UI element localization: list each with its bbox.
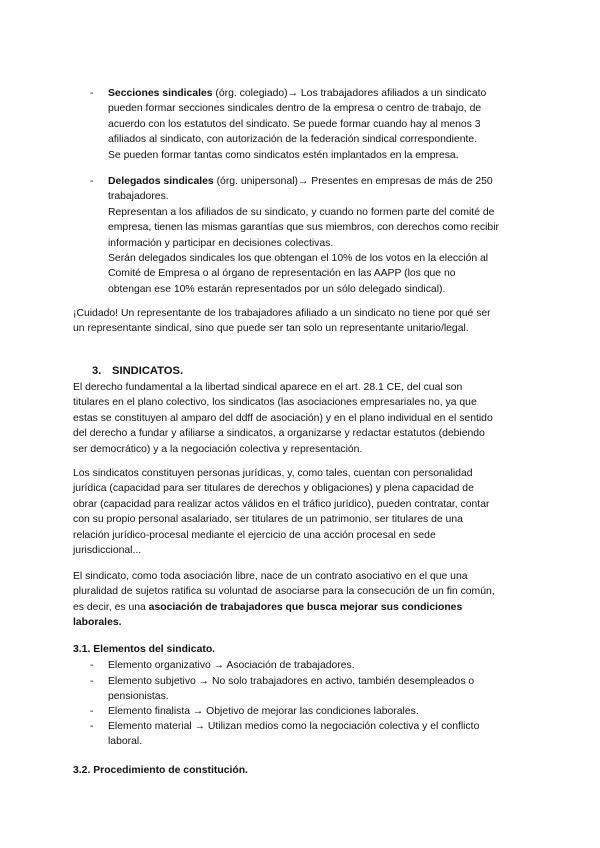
list-item: [108, 704, 528, 719]
text-fragment: (órg. colegiado)→ Los trabajadores afiliados a un sindicato: [212, 88, 487, 99]
paragraph-libertad-sindical: [73, 380, 533, 457]
bullet-dash: -: [90, 706, 94, 717]
section-3-2-heading: 3.2. Procedimiento de constitución.: [73, 765, 248, 776]
text-line: afiliados al sindicato, con autorización de la federación sindical correspondiente.: [108, 134, 478, 146]
text-line: información y participar en decisiones colectivas.: [108, 237, 334, 249]
text-line: Elemento finalista → Objetivo de mejorar las condiciones laborales.: [108, 706, 419, 717]
paragraph-asociacion-libre: [73, 569, 533, 631]
text-line: con su propio personal asalariado, ser titulares de un patrimonio, ser titulares de una: [73, 514, 463, 526]
text-line: empresa, tienen las mismas garantías que sus miembros, con derechos como recibir: [108, 222, 499, 234]
text-line: laborales.: [73, 617, 122, 629]
bullet-dash: -: [90, 676, 94, 687]
text-line: pensionistas.: [108, 691, 169, 703]
text-line: obrar (capacidad para realizar actos válidos en el tráfico jurídico), pueden contratar, contar: [73, 498, 490, 510]
text-line: jurisdiccional...: [73, 545, 142, 557]
text-line: Representan a los afiliados de su sindicato, y cuando no formen parte del comité de: [108, 206, 495, 218]
text-line: [108, 86, 528, 101]
section-title: SINDICATOS.: [112, 365, 184, 377]
text-line: pueden formar secciones sindicales dentro de la empresa o centro de trabajo, de: [108, 103, 482, 115]
text-line: El sindicato, como toda asociación libre, nace de un contrato asociativo en el que una: [73, 571, 468, 582]
section-3-heading: [92, 364, 183, 379]
section-3-1-heading: 3.1. Elementos del sindicato.: [73, 644, 216, 655]
text-fragment: es decir, es una: [73, 601, 149, 613]
text-line: ser democrático) y a la negociación colectiva y representación.: [73, 443, 363, 455]
bullet-dash: -: [90, 721, 94, 732]
delegados-sindicales-text: [108, 174, 528, 297]
list-item: [108, 719, 528, 750]
paragraph-personas-juridicas: [73, 466, 533, 558]
bullet-dash: -: [90, 88, 94, 99]
text-fragment: (órg. unipersonal)→ Presentes en empresas de más de 250: [213, 176, 493, 187]
text-line: trabajadores.: [108, 191, 169, 203]
text-line: titulares en el plano colectivo, los sindicatos (las asociaciones empresariales no, ya que: [73, 397, 477, 409]
secciones-sindicales-text: [108, 86, 528, 163]
text-line: jurídica (capacidad para ser titulares de derechos y obligaciones) y plena capacidad de: [73, 483, 474, 495]
text-line: Los sindicatos constituyen personas jurídicas, y, como tales, cuentan con personalidad: [73, 468, 473, 479]
delegados-sindicales-term: Delegados sindicales: [108, 176, 214, 187]
list-item: [108, 658, 528, 673]
text-line: ¡Cuidado! Un representante de los trabajadores afiliado a un sindicato no tiene por qué ser: [73, 308, 491, 319]
section-number: 3.: [92, 365, 102, 377]
cuidado-note: [73, 306, 533, 337]
text-line: un representante sindical, sino que puede ser tan solo un representante unitario/legal.: [73, 323, 469, 335]
text-line: relación jurídico-procesal mediante el ejercicio de una acción procesal en sede: [73, 529, 436, 541]
text-line: obtengan ese 10% estarán representados por un sólo delegado sindical).: [108, 283, 446, 295]
text-line: estas se constituyen al amparo del ddff de asociación) y en el plano individual en el sentido: [73, 412, 493, 424]
secciones-sindicales-term: Secciones sindicales: [108, 88, 213, 99]
text-line: Elemento material → Utilizan medios como la negociación colectiva y el conflicto: [108, 721, 480, 732]
text-line: del derecho a fundar y afiliarse a sindicatos, a organizarse y redactar estatutos (debiendo: [73, 428, 485, 440]
text-line: Serán delegados sindicales los que obtengan el 10% de los votos en la elección al: [108, 253, 489, 265]
text-line: [73, 600, 533, 615]
text-line: [108, 174, 528, 189]
text-line: pluralidad de sujetos ratifica su voluntad de asociarse para la consecución de un fin común,: [73, 586, 495, 598]
text-line: laboral.: [108, 736, 143, 748]
text-line: acuerdo con los estatutos del sindicato. Se puede formar cuando hay al menos 3: [108, 118, 481, 130]
text-line: El derecho fundamental a la libertad sindical aparece en el art. 28.1 CE, del cual son: [73, 382, 463, 393]
bold-definition: asociación de trabajadores que busca mejorar sus condiciones: [148, 601, 463, 613]
list-item: [108, 674, 528, 705]
bullet-dash: -: [90, 176, 94, 187]
text-line: Se pueden formar tantas como sindicatos estén implantados en la empresa.: [108, 149, 459, 161]
text-line: Comité de Empresa o al órgano de representación en las AAPP (los que no: [108, 268, 456, 280]
bullet-dash: -: [90, 660, 94, 671]
text-line: Elemento organizativo → Asociación de trabajadores.: [108, 660, 355, 671]
text-line: Elemento subjetivo → No solo trabajadores en activo, también desempleados o: [108, 676, 475, 687]
